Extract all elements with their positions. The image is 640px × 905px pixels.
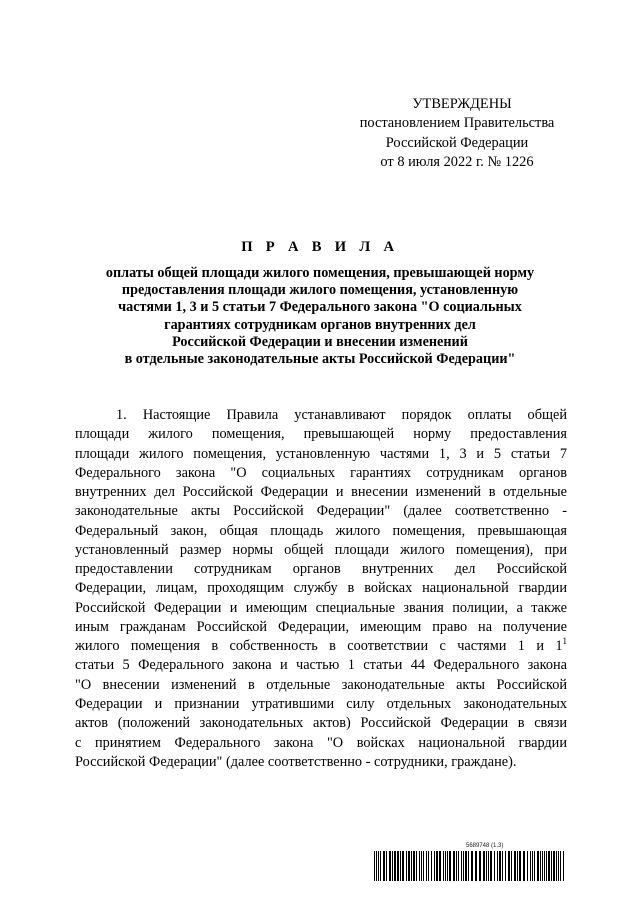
superscript-marker: 1 bbox=[562, 636, 567, 647]
paragraph-line: Российской Федерации" (далее соответственно - сотрудники, граждане). bbox=[75, 753, 517, 770]
subtitle-line: оплаты общей площади жилого помещения, превышающей норму bbox=[105, 265, 535, 281]
paragraph-line: предоставлении сотрудникам органов внутренних дел Российской bbox=[75, 561, 567, 578]
subtitle-line: частями 1, 3 и 5 статьи 7 Федерального закона "О социальных bbox=[118, 299, 522, 316]
paragraph-line: Федерации, лицам, проходящим службу в войсках национальной гвардии bbox=[75, 580, 567, 597]
paragraph-line: площади жилого помещения, установленную частями 1, 3 и 5 статьи 7 bbox=[75, 445, 567, 462]
paragraph-line: статьи 5 Федерального закона и частью 1 статьи 44 Федерального закона bbox=[75, 657, 567, 674]
paragraph-line: внутренних дел Российской Федерации и внесении изменений в отдельные bbox=[75, 484, 567, 501]
subtitle-line: в отдельные законодательные акты Российской Федерации" bbox=[124, 351, 516, 368]
subtitle-line: Российской Федерации и внесении изменений bbox=[172, 333, 468, 350]
barcode bbox=[374, 851, 566, 881]
paragraph-1 bbox=[75, 406, 567, 772]
approval-date-number: от 8 июля 2022 г. № 1226 bbox=[380, 153, 534, 170]
paragraph-line: Федеральный закон, общая площадь жилого помещения, превышающая bbox=[75, 522, 567, 539]
subtitle-line: предоставления площади жилого помещения, установленную bbox=[121, 282, 519, 299]
document-title: П Р А В И Л А bbox=[241, 239, 399, 255]
paragraph-line-with-superscript bbox=[75, 637, 567, 656]
paragraph-line: Российской Федерации и имеющим специальные звания полиции, а также bbox=[75, 599, 567, 616]
document-subtitle bbox=[60, 265, 580, 368]
paragraph-line: актов (положений законодательных актов) Российской Федерации в связи bbox=[75, 715, 567, 732]
paragraph-line: 1. Настоящие Правила устанавливают порядок оплаты общей bbox=[116, 407, 567, 423]
paragraph-line: законодательные акты Российской Федерации" (далее соответственно - bbox=[75, 503, 567, 520]
paragraph-line: с принятием Федерального закона "О войсках национальной гвардии bbox=[75, 734, 567, 751]
paragraph-line-text: жилого помещения в собственность в соответствии с частями 1 и 1 bbox=[75, 638, 563, 655]
approval-government: Российской Федерации bbox=[385, 134, 529, 151]
paragraph-line: иным гражданам Российской Федерации, имеющим право на получение bbox=[75, 618, 567, 635]
approval-decree: постановлением Правительства bbox=[359, 115, 555, 132]
paragraph-line: площади жилого помещения, превышающей норму предоставления bbox=[75, 426, 567, 443]
paragraph-line: установленный размер нормы общей площади жилого помещения), при bbox=[75, 541, 567, 558]
document-code: 5689748 (1.3) bbox=[466, 843, 504, 849]
paragraph-line: Федерации и признании утратившими силу отдельных законодательных bbox=[75, 695, 567, 712]
approval-block bbox=[352, 95, 562, 172]
paragraph-line: "О внесении изменений в отдельные законодательные акты Российской bbox=[75, 676, 567, 693]
approval-heading: УТВЕРЖДЕНЫ bbox=[412, 96, 512, 112]
paragraph-line: Федерального закона "О социальных гарантиях сотрудникам органов bbox=[75, 464, 567, 481]
subtitle-line: гарантиях сотрудникам органов внутренних дел bbox=[164, 316, 476, 333]
